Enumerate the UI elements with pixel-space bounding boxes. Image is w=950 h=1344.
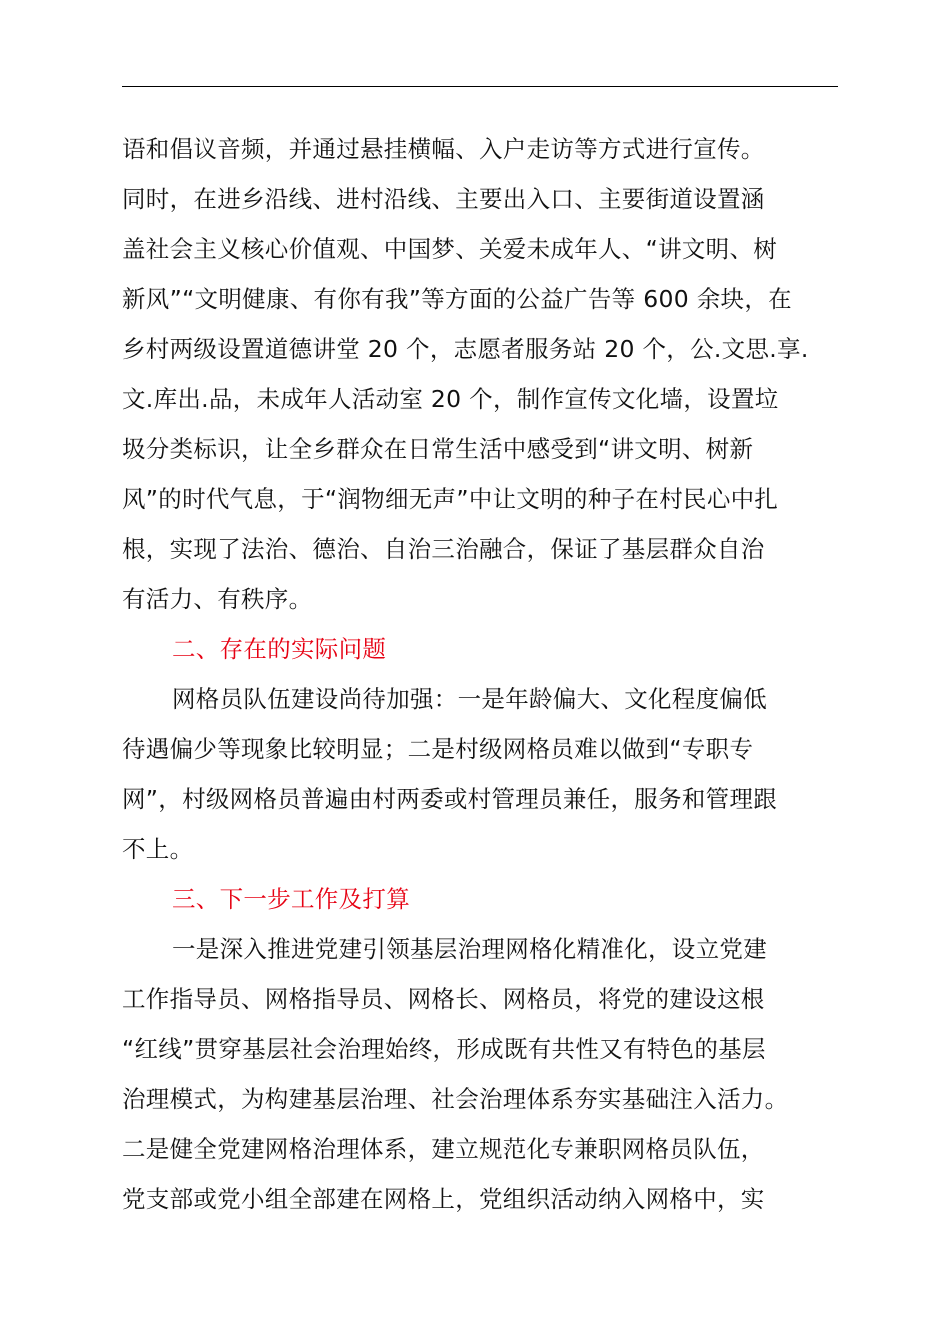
body-line: 新风”“文明健康、有你有我”等方面的公益广告等 600 余块，在 xyxy=(122,285,792,313)
body-line: 有活力、有秩序。 xyxy=(122,585,313,613)
header-rule xyxy=(122,86,838,87)
body-line: 工作指导员、网格指导员、网格长、网格员，将党的建设这根 xyxy=(122,985,765,1013)
body-line: 风”的时代气息，于“润物细无声”中让文明的种子在村民心中扎 xyxy=(122,485,779,513)
body-line: 根，实现了法治、德治、自治三治融合，保证了基层群众自治 xyxy=(122,535,765,563)
body-line: 同时，在进乡沿线、进村沿线、主要出入口、主要街道设置涵 xyxy=(122,185,765,213)
body-line: 治理模式，为构建基层治理、社会治理体系夯实基础注入活力。 xyxy=(122,1085,789,1113)
body-line: “红线”贯穿基层社会治理始终，形成既有共性又有特色的基层 xyxy=(122,1035,766,1063)
body-line: 盖社会主义核心价值观、中国梦、关爱未成年人、“讲文明、树 xyxy=(122,235,778,263)
body-line: 乡村两级设置道德讲堂 20 个，志愿者服务站 20 个，公.文思.享. xyxy=(122,335,809,363)
body-line: 待遇偏少等现象比较明显；二是村级网格员难以做到“专职专 xyxy=(122,735,754,763)
body-line: 不上。 xyxy=(122,835,194,863)
body-line: 语和倡议音频，并通过悬挂横幅、入户走访等方式进行宣传。 xyxy=(122,135,765,163)
paragraph-first-line: 网格员队伍建设尚待加强：一是年龄偏大、文化程度偏低 xyxy=(172,685,767,713)
body-line: 文.库出.品，未成年人活动室 20 个，制作宣传文化墙，设置垃 xyxy=(122,385,779,413)
body-line: 党支部或党小组全部建在网格上，党组织活动纳入网格中，实 xyxy=(122,1185,765,1213)
section-heading-next-steps: 三、下一步工作及打算 xyxy=(172,885,410,913)
body-line: 网”，村级网格员普遍由村两委或村管理员兼任，服务和管理跟 xyxy=(122,785,778,813)
body-line: 圾分类标识，让全乡群众在日常生活中感受到“讲文明、树新 xyxy=(122,435,754,463)
paragraph-first-line: 一是深入推进党建引领基层治理网格化精准化，设立党建 xyxy=(172,935,767,963)
body-line: 二是健全党建网格治理体系，建立规范化专兼职网格员队伍， xyxy=(122,1135,765,1163)
document-body xyxy=(122,124,842,1224)
section-heading-problems: 二、存在的实际问题 xyxy=(172,635,387,663)
